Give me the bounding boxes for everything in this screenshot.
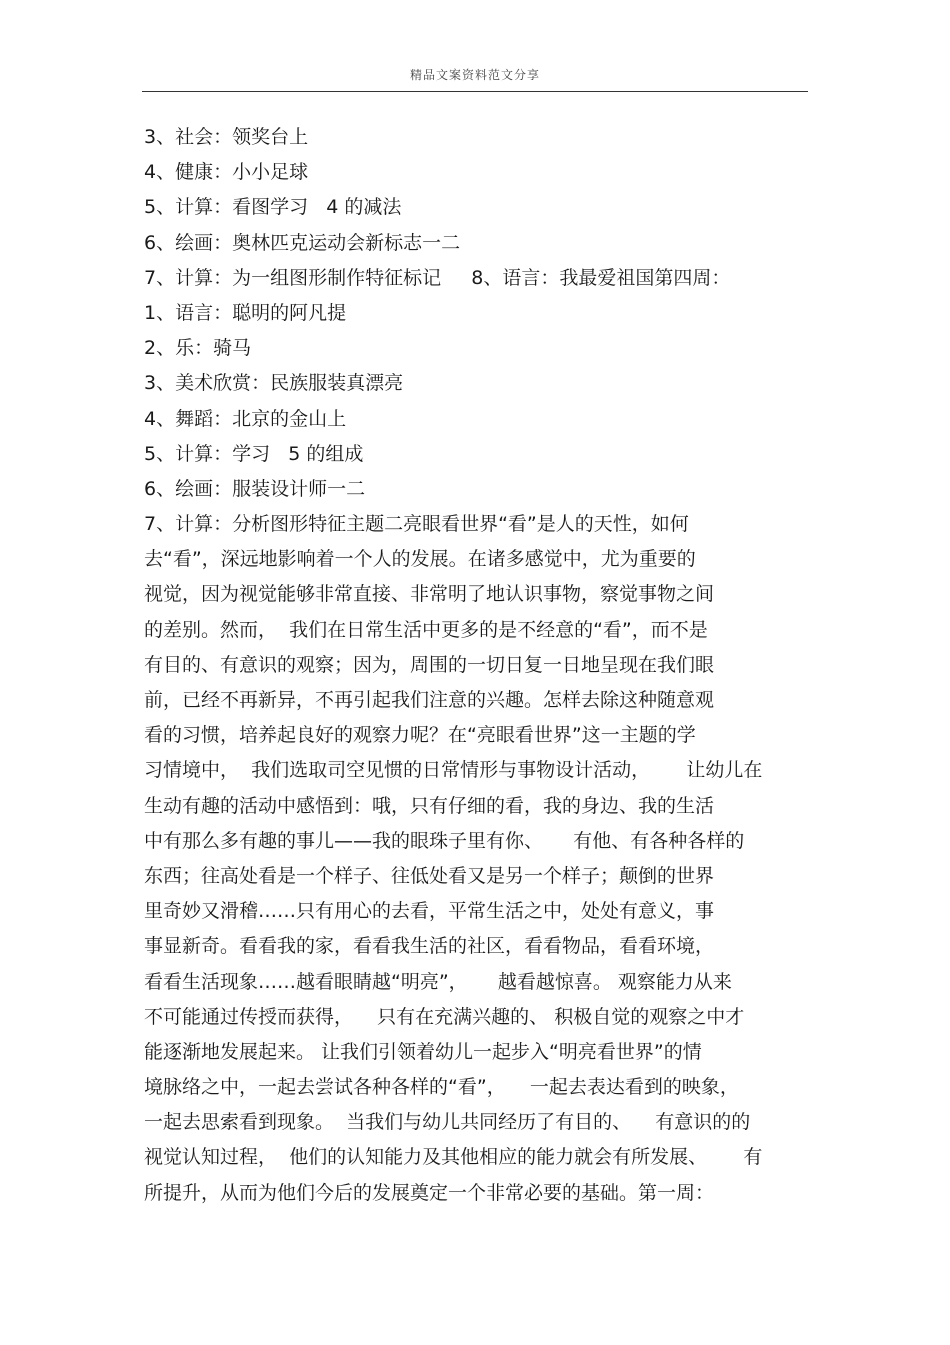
text-line: 4、舞蹈：北京的金山上 [144, 407, 347, 430]
text-line: 一起去思索看到现象。 当我们与幼儿共同经历了有目的、 有意识的的 [144, 1111, 751, 1134]
text-line: 1、语言：聪明的阿凡提 [144, 301, 347, 324]
text-line: 境脉络之中，一起去尝试各种各样的“看”， 一起去表达看到的映象， [144, 1076, 739, 1099]
text-line: 前，已经不再新异，不再引起我们注意的兴趣。怎样去除这种随意观 [144, 689, 715, 711]
text-line: 3、社会：领奖台上 [144, 126, 309, 148]
text-line: 东西；往高处看是一个样子、往低处看又是另一个样子；颠倒的世界 [144, 864, 715, 887]
text-line: 5、计算：学习 5 的组成 [144, 442, 364, 465]
text-line: 里奇妙又滑稽……只有用心的去看，平常生活之中，处处有意义，事 [144, 900, 715, 923]
text-line: 中有那么多有趣的事儿——我的眼珠子里有你、 有他、有各种各样的 [144, 829, 745, 852]
text-line: 看的习惯，培养起良好的观察力呢？在“亮眼看世界”这一主题的学 [144, 724, 696, 747]
text-line: 生动有趣的活动中感悟到：哦，只有仔细的看，我的身边、我的生活 [144, 794, 715, 817]
text-line: 4、健康：小小足球 [144, 161, 309, 184]
document-body [144, 120, 824, 1211]
header-title: 精品文案资料范文分享 [409, 68, 540, 82]
text-line: 视觉，因为视觉能够非常直接、非常明了地认识事物，察觉事物之间 [144, 583, 715, 606]
text-line: 看看生活现象……越看眼睛越“明亮”， 越看越惊喜。 观察能力从来 [144, 970, 732, 993]
text-line: 习情境中， 我们选取司空见惯的日常情形与事物设计活动， 让幼儿在 [144, 759, 763, 782]
text-line: 2、乐：骑马 [144, 337, 252, 360]
text-line: 能逐渐地发展起来。 让我们引领着幼儿一起步入“明亮看世界”的情 [144, 1040, 702, 1063]
text-line: 视觉认知过程， 他们的认知能力及其他相应的能力就会有所发展、 有 [144, 1146, 763, 1169]
text-line: 5、计算：看图学习 4 的减法 [144, 196, 402, 219]
text-line: 事显新奇。看看我的家，看看我生活的社区，看看物品，看看环境， [144, 935, 715, 958]
text-line: 有目的、有意识的观察；因为，周围的一切日复一日地呈现在我们眼 [144, 653, 715, 676]
text-line: 去“看”，深远地影响着一个人的发展。在诸多感觉中，尤为重要的 [144, 548, 696, 571]
text-line: 所提升，从而为他们今后的发展奠定一个非常必要的基础。第一周： [144, 1181, 715, 1204]
text-line: 不可能通过传授而获得， 只有在充满兴趣的、 积极自觉的观察之中才 [144, 1005, 745, 1028]
page-header [142, 0, 808, 92]
text-line: 6、绘画：服装设计师一二 [144, 477, 366, 500]
text-line: 7、计算：分析图形特征主题二亮眼看世界“看”是人的天性，如何 [144, 513, 689, 536]
text-line: 的差别。然而， 我们在日常生活中更多的是不经意的“看”，而不是 [144, 618, 708, 641]
text-line: 3、美术欣赏：民族服装真漂亮 [144, 372, 404, 395]
text-line: 6、绘画：奥林匹克运动会新标志一二 [144, 231, 461, 254]
text-line: 7、计算：为一组图形制作特征标记 8、语言：我最爱祖国第四周： [144, 266, 731, 289]
